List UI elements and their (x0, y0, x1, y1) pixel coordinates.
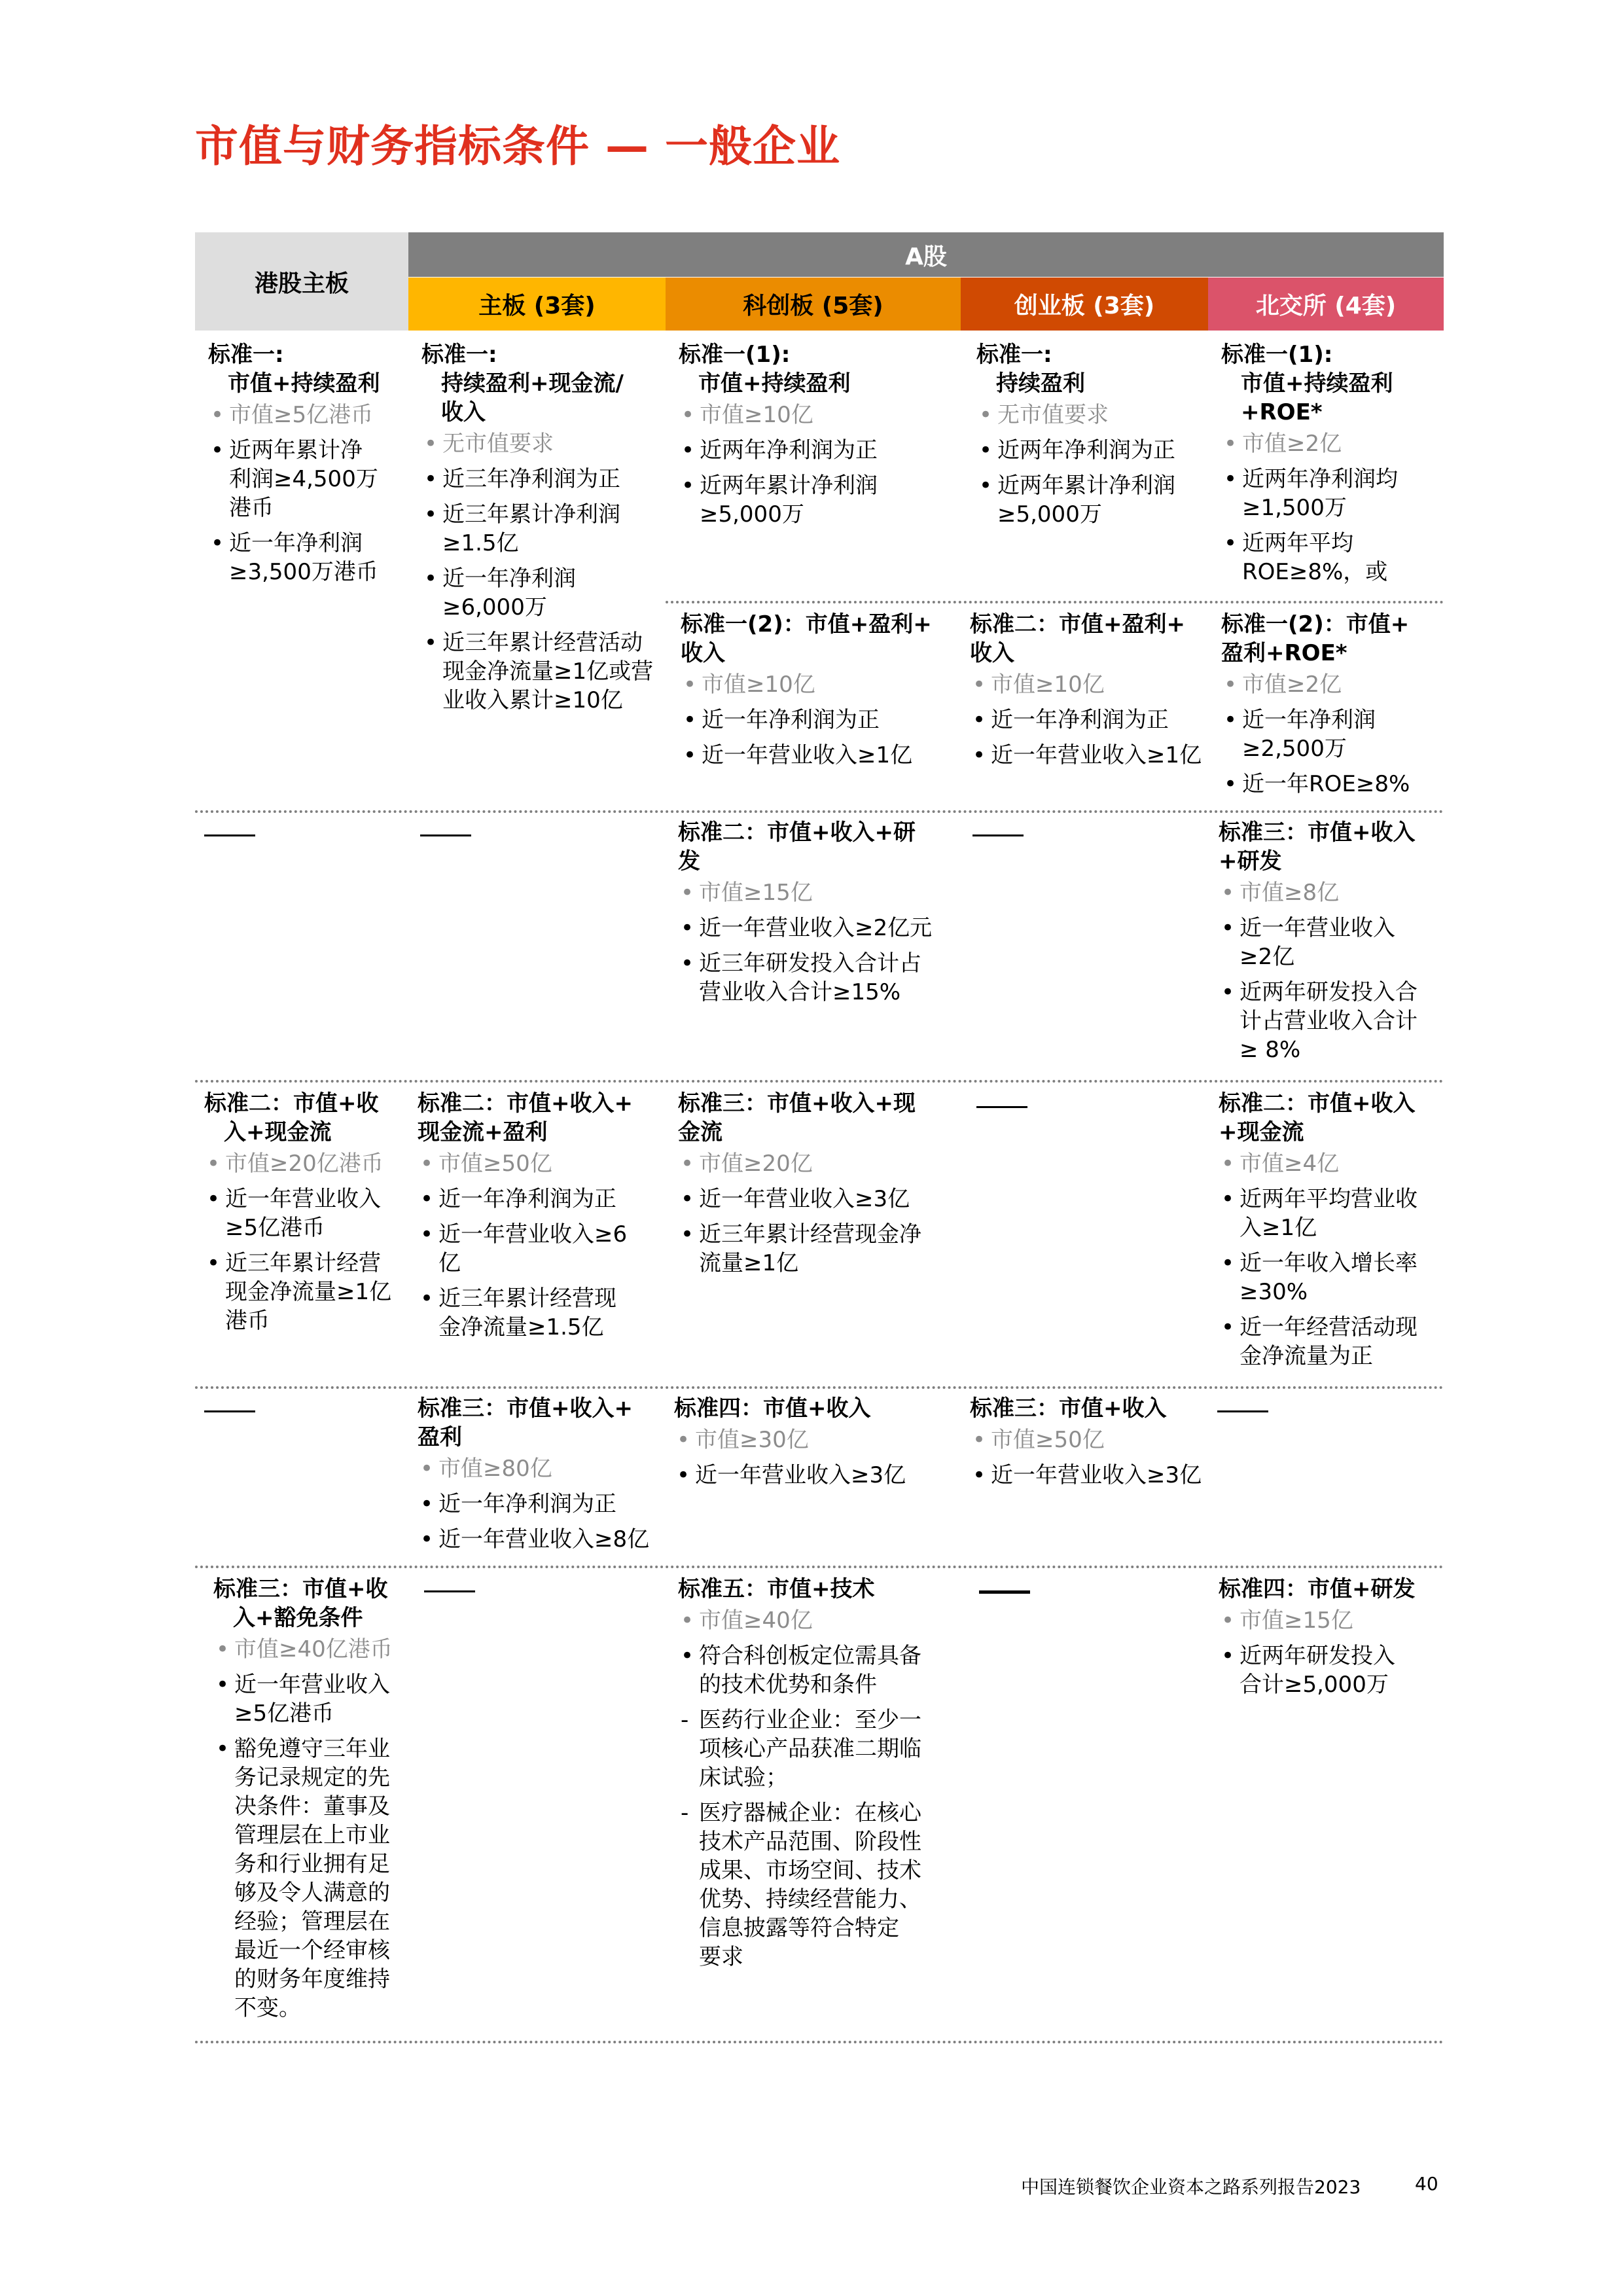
market-cap-condition: • 市值≥40亿 (678, 1606, 959, 1635)
text-line: 要求 (699, 1944, 743, 1970)
text-line: 不变。 (234, 1995, 301, 2021)
text-line: 市值+持续盈利 (228, 370, 380, 397)
text-line: 成果、市场空间、技术 (699, 1857, 921, 1884)
row-divider (195, 1386, 1444, 1389)
text-line: • 符合科创板定位需具备 (699, 1643, 921, 1669)
text-line: 标准一(1): (1221, 342, 1333, 368)
text-line: 够及令人满意的 (234, 1880, 390, 1906)
criteria-heading (1221, 610, 1444, 668)
text-line: - 医疗器械企业：在核心 (699, 1800, 921, 1826)
text-line: 合计≥5,000万 (1240, 1672, 1389, 1698)
text-line: 的财务年度维持 (234, 1966, 390, 1992)
bullet-item (421, 628, 664, 715)
market-cap-condition: • 市值≥10亿 (970, 670, 1205, 699)
text-line: 持续盈利+现金流/ (441, 370, 624, 397)
text-line: • 近一年ROE≥8% (1242, 771, 1410, 797)
text-line: ≥6,000万 (442, 594, 547, 620)
text-line: ≥5亿港币 (225, 1215, 325, 1241)
market-cap-condition: • 市值≥20亿港币 (204, 1149, 407, 1178)
text-line: • 近一年净利润 (1242, 707, 1376, 733)
text-line: 务记录规定的先 (234, 1765, 390, 1791)
text-line: • 豁免遵守三年业 (234, 1736, 390, 1762)
bullet-item (681, 706, 962, 734)
header-gem: 创业板 (3套) (961, 278, 1208, 331)
criteria-cell (678, 1089, 959, 1278)
text-line: ≥5亿港币 (234, 1700, 334, 1727)
text-line: • 近两年研发投入合 (1240, 979, 1418, 1005)
criteria-heading (421, 340, 664, 427)
text-line: • 近一年收入增长率 (1240, 1250, 1418, 1276)
criteria-cell (1219, 818, 1441, 1064)
criteria-heading (213, 1575, 410, 1632)
text-line: • 近一年营业收入 (234, 1672, 390, 1698)
criteria-heading (418, 1089, 660, 1147)
bullet-item (421, 465, 664, 493)
bullet-item (418, 1284, 660, 1342)
text-line: 标准三：市值+收入+ (418, 1395, 633, 1422)
header-star-market: 科创板 (5套) (666, 278, 961, 331)
bullet-item (1219, 914, 1441, 971)
dash-empty (1217, 1410, 1268, 1412)
bullet-item (674, 1461, 955, 1490)
text-line: • 近三年研发投入合计占 (699, 950, 921, 977)
market-cap-condition: • 市值≥10亿 (681, 670, 962, 699)
text-line: ≥30% (1240, 1279, 1308, 1305)
text-line: 收入 (681, 640, 725, 666)
row-divider (195, 2041, 1444, 2043)
text-line: 优势、持续经营能力、 (699, 1886, 921, 1912)
text-line: ≥2亿 (1240, 944, 1295, 970)
text-line: 入≥1亿 (1240, 1215, 1317, 1241)
text-line: • 近两年净利润均 (1242, 466, 1398, 492)
text-line: • 近两年平均 (1242, 530, 1353, 556)
text-line: • 近一年营业收入≥1亿 (991, 742, 1202, 768)
criteria-cell (681, 610, 962, 770)
row-divider (195, 1566, 1444, 1568)
text-line: +ROE* (1241, 399, 1323, 425)
text-line: • 近两年累计净利润 (700, 473, 878, 499)
criteria-heading (976, 340, 1205, 398)
bullet-item (1219, 1641, 1441, 1699)
bullet-item (970, 1461, 1205, 1490)
text-line: 标准二：市值+盈利+ (970, 611, 1185, 637)
text-line: 最近一个经审核 (234, 1937, 390, 1964)
bullet-item (418, 1490, 660, 1518)
text-line: 标准四：市值+研发 (1219, 1576, 1416, 1602)
bullet-item (681, 741, 962, 770)
text-line: • 近一年净利润 (442, 565, 576, 592)
text-line: 标准一(2)：市值+盈利+ (681, 611, 932, 637)
criteria-heading (678, 1089, 959, 1147)
text-line: 标准三：市值+收入 (970, 1395, 1167, 1422)
dash-empty (204, 1410, 255, 1412)
text-line: ≥5,000万 (997, 501, 1102, 528)
text-line: 标准二：市值+收入+ (418, 1090, 633, 1117)
criteria-cell (976, 340, 1205, 529)
market-cap-condition: • 市值≥5亿港币 (208, 401, 404, 429)
criteria-cell (970, 610, 1205, 770)
criteria-heading (208, 340, 404, 398)
market-cap-condition: • 市值≥80亿 (418, 1454, 660, 1483)
text-line: 标准一: (208, 342, 284, 368)
text-line: • 近三年累计经营现金净 (699, 1221, 921, 1247)
bullet-item (208, 529, 404, 586)
bullet-item (679, 436, 960, 465)
bullet-item (418, 1220, 660, 1278)
text-line: 标准一: (421, 342, 497, 368)
text-line: • 近两年净利润为正 (700, 437, 878, 463)
criteria-cell (1221, 340, 1444, 586)
text-line: 发 (678, 848, 700, 874)
text-line: 业收入累计≥10亿 (442, 687, 623, 713)
criteria-cell (679, 340, 960, 529)
text-line: • 近一年经营活动现 (1240, 1314, 1418, 1340)
market-cap-condition: • 市值≥8亿 (1219, 878, 1441, 907)
criteria-cell (213, 1575, 410, 2022)
market-cap-condition: • 市值≥2亿 (1221, 429, 1444, 458)
criteria-heading (1219, 818, 1441, 876)
bullet-item (1221, 465, 1444, 522)
criteria-heading (1219, 1575, 1441, 1604)
text-line: 标准一(1): (679, 342, 791, 368)
bullet-item (970, 706, 1205, 734)
criteria-heading (970, 1394, 1205, 1423)
text-line: 标准四：市值+收入 (674, 1395, 871, 1422)
text-line: • 近一年营业收入 (1240, 915, 1395, 941)
text-line: ≥2,500万 (1242, 736, 1347, 762)
text-line: • 近一年净利润为正 (702, 707, 880, 733)
bullet-item (418, 1185, 660, 1213)
text-line: • 近一年营业收入≥3亿 (695, 1462, 906, 1488)
criteria-cell (418, 1089, 660, 1342)
criteria-heading (970, 610, 1205, 668)
text-line: • 近一年营业收入≥3亿 (991, 1462, 1202, 1488)
criteria-cell (678, 818, 959, 1007)
bullet-item (970, 741, 1205, 770)
criteria-cell (674, 1394, 955, 1490)
text-line: 项核心产品获准二期临 (699, 1736, 921, 1762)
text-line: 盈利+ROE* (1221, 640, 1347, 666)
text-line: • 近一年营业收入≥3亿 (699, 1186, 910, 1212)
dash-empty (979, 1590, 1030, 1594)
market-cap-condition: • 市值≥20亿 (678, 1149, 959, 1178)
text-line: 标准一: (976, 342, 1052, 368)
text-line: • 近一年净利润为正 (438, 1186, 616, 1212)
text-line: 标准三：市值+收 (213, 1576, 388, 1602)
criteria-cell (204, 1089, 407, 1335)
text-line: 管理层在上市业 (234, 1822, 390, 1848)
bullet-item (213, 1670, 410, 1728)
text-line: • 近两年平均营业收 (1240, 1186, 1418, 1212)
text-line: 收入 (441, 399, 486, 425)
criteria-heading (681, 610, 962, 668)
text-line: 利润≥4,500万 (229, 466, 378, 492)
text-line: • 近两年净利润为正 (997, 437, 1175, 463)
market-cap-condition: • 市值≥30亿 (674, 1426, 955, 1454)
text-line: 金净流量为正 (1240, 1343, 1373, 1369)
bullet-item (678, 949, 959, 1007)
criteria-cell (421, 340, 664, 715)
text-line: 经验；管理层在 (234, 1909, 390, 1935)
page-number: 40 (1415, 2173, 1438, 2195)
criteria-heading (674, 1394, 955, 1423)
dash-empty (972, 834, 1024, 836)
text-line: • 近一年营业收入≥6 (438, 1221, 628, 1247)
bullet-item (1219, 1313, 1441, 1371)
text-line: • 近三年累计净利润 (442, 501, 620, 528)
bullet-item (976, 471, 1205, 529)
text-line: 务和行业拥有足 (234, 1851, 390, 1877)
text-line: • 近两年累计净利润 (997, 473, 1175, 499)
bullet-item (204, 1185, 407, 1242)
text-line: 信息披露等符合特定 (699, 1915, 899, 1941)
text-line: +研发 (1219, 848, 1282, 874)
header-hk-main: 港股主板 (195, 232, 408, 331)
text-line: • 近一年营业收入 (225, 1186, 381, 1212)
criteria-heading (204, 1089, 407, 1147)
text-line: 流量≥1亿 (699, 1250, 799, 1276)
market-cap-condition: • 市值≥10亿 (679, 401, 960, 429)
text-line: 标准三：市值+收入+现 (678, 1090, 916, 1117)
market-cap-condition: • 市值≥15亿 (678, 878, 959, 907)
footer-report-name: 中国连锁餐饮企业资本之路系列报告2023 (1021, 2176, 1361, 2198)
text-line: - 医药行业企业：至少一 (699, 1707, 921, 1733)
row-divider (666, 601, 1444, 603)
criteria-cell (1219, 1089, 1441, 1371)
text-line: 入+豁免条件 (233, 1605, 363, 1631)
text-line: 现金净流量≥1亿 (225, 1279, 392, 1305)
text-line: 标准二：市值+收入+研 (678, 819, 916, 846)
text-line: 标准一(2)：市值+ (1221, 611, 1410, 637)
criteria-cell (418, 1394, 660, 1554)
criteria-heading (1219, 1089, 1441, 1147)
bullet-item (678, 914, 959, 942)
bullet-item (976, 436, 1205, 465)
text-line: +现金流 (1219, 1119, 1304, 1145)
text-line: 现金净流量≥1亿或营 (442, 658, 654, 685)
market-cap-condition: • 市值≥50亿 (970, 1426, 1205, 1454)
text-line: 港币 (225, 1308, 270, 1334)
bullet-item (208, 436, 404, 522)
row-divider (195, 1080, 1444, 1083)
market-cap-condition: • 市值≥40亿港币 (213, 1635, 410, 1664)
text-line: 技术产品范围、阶段性 (699, 1829, 921, 1855)
market-cap-condition: • 市值≥4亿 (1219, 1149, 1441, 1178)
criteria-cell (678, 1575, 959, 1971)
criteria-heading (1221, 340, 1444, 427)
text-line: • 近两年累计净 (229, 437, 363, 463)
header-a-share: A股 (408, 232, 1444, 277)
page-title: 市值与财务指标条件 — 一般企业 (195, 121, 840, 171)
criteria-heading (678, 1575, 959, 1604)
row-divider (195, 810, 1444, 813)
text-line: 市值+持续盈利 (1241, 370, 1393, 397)
bullet-item (418, 1525, 660, 1554)
text-line: • 近三年净利润为正 (442, 466, 620, 492)
text-line: 标准三：市值+收入 (1219, 819, 1416, 846)
bullet-item (421, 564, 664, 622)
text-line: 计占营业收入合计 (1240, 1008, 1418, 1034)
text-line: • 近一年营业收入≥2亿元 (699, 915, 933, 941)
dash-empty (976, 1106, 1027, 1108)
bullet-item (1219, 1249, 1441, 1306)
bullet-item (1221, 529, 1444, 586)
criteria-cell (1221, 610, 1444, 798)
text-line: 的技术优势和条件 (699, 1672, 877, 1698)
text-line: ≥5,000万 (700, 501, 804, 528)
bullet-item (679, 471, 960, 529)
text-line: 标准二：市值+收入 (1219, 1090, 1416, 1117)
text-line: 亿 (438, 1250, 461, 1276)
text-line: 决条件：董事及 (234, 1793, 390, 1820)
bullet-item (678, 1220, 959, 1278)
text-line: • 近一年净利润为正 (438, 1491, 616, 1517)
dash-item (678, 1706, 959, 1792)
text-line: 标准二：市值+收 (204, 1090, 379, 1117)
criteria-cell (970, 1394, 1205, 1490)
market-cap-condition: • 市值≥2亿 (1221, 670, 1444, 699)
text-line: • 近三年累计经营 (225, 1250, 381, 1276)
text-line: • 近一年净利润 (229, 530, 363, 556)
text-line: 营业收入合计≥15% (699, 979, 901, 1005)
text-line: • 近一年营业收入≥8亿 (438, 1526, 650, 1552)
header-bj-exchange: 北交所 (4套) (1208, 278, 1444, 331)
text-line: ≥1,500万 (1242, 495, 1347, 521)
header-main-board: 主板 (3套) (408, 278, 666, 331)
text-line: • 近一年营业收入≥1亿 (702, 742, 913, 768)
text-line: • 近一年净利润为正 (991, 707, 1169, 733)
market-cap-condition: • 无市值要求 (421, 429, 664, 458)
text-line: • 近三年累计经营现 (438, 1285, 616, 1312)
bullet-item (421, 500, 664, 558)
market-cap-condition: • 市值≥50亿 (418, 1149, 660, 1178)
bullet-item (1221, 706, 1444, 763)
text-line: 市值+持续盈利 (698, 370, 851, 397)
dash-empty (420, 834, 471, 836)
market-cap-condition: • 市值≥15亿 (1219, 1606, 1441, 1635)
dash-empty (204, 834, 255, 836)
criteria-cell (208, 340, 404, 586)
criteria-heading (678, 818, 959, 876)
dash-item (678, 1799, 959, 1971)
text-line: 标准五：市值+技术 (678, 1576, 875, 1602)
text-line: • 近两年研发投入 (1240, 1643, 1395, 1669)
text-line: ROE≥8%，或 (1242, 559, 1388, 585)
text-line: 现金流+盈利 (418, 1119, 548, 1145)
bullet-item (1221, 770, 1444, 798)
text-line: 盈利 (418, 1424, 462, 1450)
criteria-cell (1219, 1575, 1441, 1699)
text-line: 持续盈利 (996, 370, 1085, 397)
text-line: 港币 (229, 495, 274, 521)
text-line: 金流 (678, 1119, 722, 1145)
bullet-item (1219, 1185, 1441, 1242)
text-line: 金净流量≥1.5亿 (438, 1314, 604, 1340)
criteria-heading (418, 1394, 660, 1452)
bullet-item (678, 1641, 959, 1699)
market-cap-condition: • 无市值要求 (976, 401, 1205, 429)
text-line: 床试验； (699, 1765, 788, 1791)
dash-empty (424, 1590, 475, 1592)
text-line: 收入 (970, 640, 1014, 666)
bullet-item (213, 1734, 410, 2022)
text-line: ≥1.5亿 (442, 530, 519, 556)
bullet-item (1219, 978, 1441, 1064)
criteria-heading (679, 340, 960, 398)
text-line: ≥ 8% (1240, 1037, 1301, 1063)
bullet-item (204, 1249, 407, 1335)
text-line: 入+现金流 (224, 1119, 332, 1145)
bullet-item (678, 1185, 959, 1213)
text-line: ≥3,500万港币 (229, 559, 378, 585)
text-line: • 近三年累计经营活动 (442, 630, 643, 656)
